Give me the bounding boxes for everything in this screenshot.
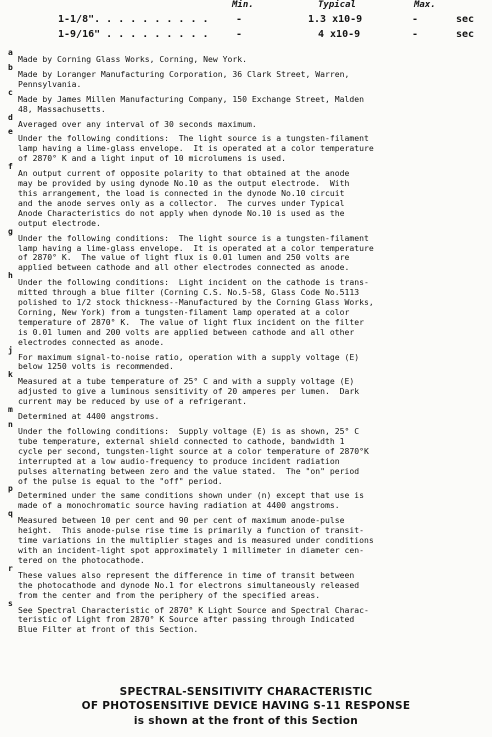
footnote-b — [8, 62, 480, 90]
row-label: 1-9/16" . . . . . . . . . — [58, 29, 209, 40]
footnote-r — [8, 563, 480, 601]
note-marker: a — [8, 48, 13, 57]
note-marker: d — [8, 112, 13, 122]
footnotes — [8, 48, 480, 640]
footnote-g — [8, 226, 480, 274]
footer-line-3: is shown at the front of this Section — [133, 715, 359, 727]
note-text: Determined under the same conditions shown under (n) except that use is made of a monochromatic source having radiation at 4400 angstroms. — [18, 491, 364, 511]
note-text: Averaged over any interval of 30 seconds maximum. — [18, 119, 257, 129]
note-text: Measured at a tube temperature of 25° C and with a supply voltage (E) adjusted to give a luminous sensitivity of 20 amperes per lumen. Dark current may be reduced by use of a refrigerant. — [18, 377, 360, 407]
note-text: Made by James Millen Manufacturing Company, 150 Exchange Street, Malden 48, Massachusetts. — [18, 94, 364, 114]
row-typical: 4 x10-9 — [318, 29, 361, 40]
note-marker: j — [8, 345, 13, 355]
note-text: Made by Loranger Manufacturing Corporation, 36 Clark Street, Warren, Pennsylvania. — [18, 69, 350, 89]
footnote-q — [8, 509, 480, 566]
note-text: Under the following conditions: Light incident on the cathode is trans- mitted through a blue filter (Corning C.S. No.5-58, Glass Code No.5113 polished to 1/2 stock thickness--Manufactured by the Corning Glass Works, Corning, New York) from a tungsten-filament lamp operated at a color temperature of 2870° K. The value of light flux incident on the filter is 0.01 lumen and 200 volts are applied between cathode and all other electrodes connected as anode. — [18, 278, 374, 347]
footnote-s — [8, 598, 480, 636]
footnote-h — [8, 271, 480, 347]
footnote-p — [8, 484, 480, 511]
footnote-m — [8, 405, 480, 422]
footnote-d — [8, 112, 480, 130]
note-text: Under the following conditions: Supply voltage (E) is as shown, 25° C tube temperature, external shield connected to cathode, bandwidth 1 cycle per second, tungsten-light source at a color temperature of 2870°K interrupted at a low audio-frequency to produce incident radiation pulses alternating between zero and the value stated. The "on" period of the pulse is equal to the "off" period. — [18, 427, 369, 486]
note-marker: g — [8, 226, 13, 236]
note-marker: e — [8, 127, 13, 137]
row-min: - — [236, 14, 243, 25]
row-max: - — [412, 29, 419, 40]
row-typical: 1.3 x10-9 — [308, 14, 363, 25]
header-max: Max. — [414, 0, 436, 10]
footnote-f — [8, 162, 480, 228]
footnote-k — [8, 370, 480, 407]
footnote-n — [8, 420, 480, 486]
note-marker: h — [8, 271, 13, 281]
row-min: - — [236, 29, 243, 40]
note-marker: m — [8, 405, 13, 415]
note-marker: p — [8, 484, 13, 494]
header-min: Min. — [232, 0, 254, 10]
note-text: Made by Corning Glass Works, Corning, New York. — [18, 55, 248, 64]
note-marker: f — [8, 162, 13, 172]
row-max: - — [412, 14, 419, 25]
note-text: These values also represent the difference in time of transit between the photocathode and dynode No.1 for electrons simultaneously released from the center and from the periphery of the specified areas. — [18, 570, 360, 600]
note-marker: s — [8, 598, 13, 608]
header-typical: Typical — [318, 0, 356, 10]
footnote-e — [8, 127, 480, 164]
note-text: See Spectral Characteristic of 2870° K Light Source and Spectral Charac- teristic of Light from 2870° K Source after passing through Indicated Blue Filter at front of this Section. — [18, 605, 369, 635]
footer-line-2: OF PHOTOSENSITIVE DEVICE HAVING S-11 RESPONSE — [81, 700, 411, 712]
note-text: Under the following conditions: The light source is a tungsten-filament lamp having a lime-glass envelope. It is operated at a color temperature of 2870° K and a light input of 10 microlumens is used. — [18, 134, 374, 164]
note-text: For maximum signal-to-noise ratio, operation with a supply voltage (E) below 1250 volts is recommended. — [18, 352, 360, 372]
footnote-c — [8, 87, 480, 115]
note-marker: k — [8, 370, 13, 380]
row-unit: sec — [456, 14, 475, 25]
row-label: 1-1/8". . . . . . . . . . — [58, 14, 209, 25]
spec-row — [0, 14, 492, 28]
footer-line-1: SPECTRAL-SENSITIVITY CHARACTERISTIC — [119, 686, 373, 698]
note-marker: q — [8, 509, 13, 519]
footnote-j — [8, 345, 480, 373]
note-marker: c — [8, 87, 13, 97]
note-marker: b — [8, 62, 13, 72]
spec-row — [0, 29, 492, 43]
note-marker: n — [8, 420, 13, 429]
note-text: Under the following conditions: The light source is a tungsten-filament lamp having a lime-glass envelope. It is operated at a color temperature of 2870° K. The value of light flux is 0.01 lumen and 250 volts are applied between cathode and all other electrodes connected as anode. — [18, 233, 374, 273]
note-text: An output current of opposite polarity to that obtained at the anode may be provided by using dynode No.10 as the output electrode. With this arrangement, the load is connected in the dynode No.10 circuit and the anode serves only as a collector. The curves under Typical Anode Characteristics do not apply when dynode No.10 is used as the output electrode. — [18, 169, 350, 228]
note-marker: r — [8, 563, 13, 573]
footnote-a — [8, 48, 480, 65]
note-text: Measured between 10 per cent and 90 per cent of maximum anode-pulse height. This anode-pulse rise time is primarily a function of transit- time variations in the multiplier stages and is measured under conditions with an incident-light spot approximately 1 millimeter in diameter cen- tered on the photocathode. — [18, 516, 374, 565]
row-unit: sec — [456, 29, 475, 40]
note-text: Determined at 4400 angstroms. — [18, 412, 160, 422]
